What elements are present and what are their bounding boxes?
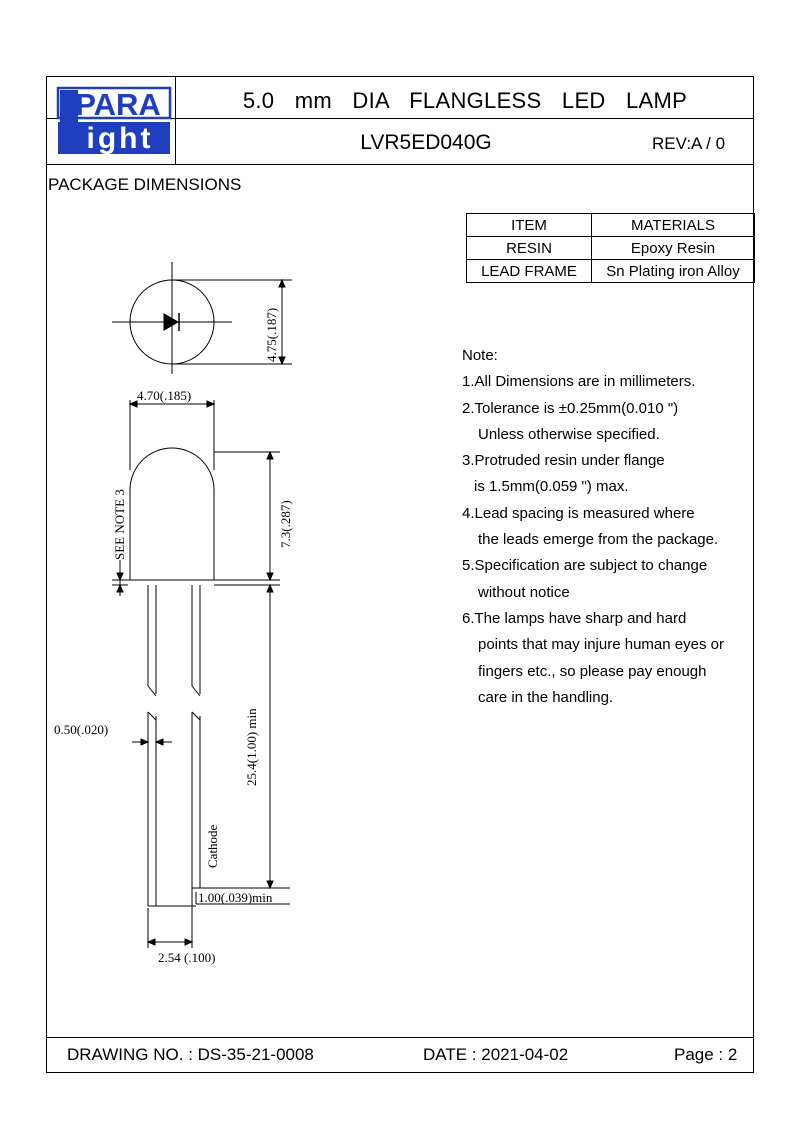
note-line: 4.Lead spacing is measured where [462, 504, 695, 522]
note-line: 3.Protruded resin under flange [462, 452, 665, 470]
section-title: PACKAGE DIMENSIONS [48, 175, 242, 194]
lead-right-lower [192, 712, 200, 888]
note-line: fingers etc., so please pay enough [478, 662, 707, 680]
note-line: 1.All Dimensions are in millimeters. [462, 373, 696, 391]
led-body-outline [130, 448, 214, 580]
note-line: is 1.5mm(0.059 ") max. [474, 478, 629, 496]
note-line: 5.Specification are subject to change [462, 557, 708, 575]
note-line: the leads emerge from the package. [478, 531, 719, 549]
table-cell: LEAD FRAME [467, 260, 592, 283]
lead-left-lower [148, 712, 156, 906]
dim-lead-length-label: 25.4(1.00) min [244, 708, 259, 786]
revision: REV:A / 0 [652, 134, 726, 153]
drawing-date: DATE : 2021-04-02 [423, 1045, 569, 1064]
note-line: care in the handling. [478, 688, 614, 706]
diode-symbol-icon [164, 314, 178, 330]
table-cell: RESIN [467, 237, 592, 260]
table-header-materials: MATERIALS [592, 214, 755, 237]
dim-lead-gap-label: 1.00(.039)min [198, 890, 273, 905]
product-title: 5.0 mm DIA FLANGLESS LED LAMP [242, 88, 688, 113]
dim-lead-width-label: 0.50(.020) [54, 722, 109, 737]
note-line: Unless otherwise specified. [478, 425, 660, 443]
table-cell: Epoxy Resin [592, 237, 755, 260]
see-note-label: SEE NOTE 3 [112, 489, 127, 560]
notes-heading: Note: [462, 347, 498, 364]
svg-text:PARA: PARA [75, 87, 161, 122]
dim-width-label: 4.70(.185) [137, 388, 192, 403]
dim-height-top-label: 4.75(.187) [264, 307, 279, 362]
note-line: 2.Tolerance is ±0.25mm(0.010 ") [462, 399, 679, 417]
lead-right-upper [192, 585, 200, 696]
note-line: without notice [478, 583, 570, 601]
note-line: points that may injure human eyes or [478, 636, 724, 654]
lead-left-upper [148, 585, 156, 696]
table-cell: Sn Plating iron Alloy [592, 260, 755, 283]
page-number: Page : 2 [674, 1045, 738, 1064]
table-header-item: ITEM [467, 214, 592, 237]
drawing-number: DRAWING NO. : DS-35-21-0008 [67, 1045, 314, 1064]
cathode-label: Cathode [205, 824, 220, 868]
part-number: LVR5ED040G [360, 131, 492, 154]
note-line: 6.The lamps have sharp and hard [462, 609, 687, 627]
svg-text:ight: ight [86, 122, 154, 155]
dim-spacing-label: 2.54 (.100) [158, 950, 216, 965]
dim-body-height-label: 7.3(.287) [278, 500, 293, 548]
